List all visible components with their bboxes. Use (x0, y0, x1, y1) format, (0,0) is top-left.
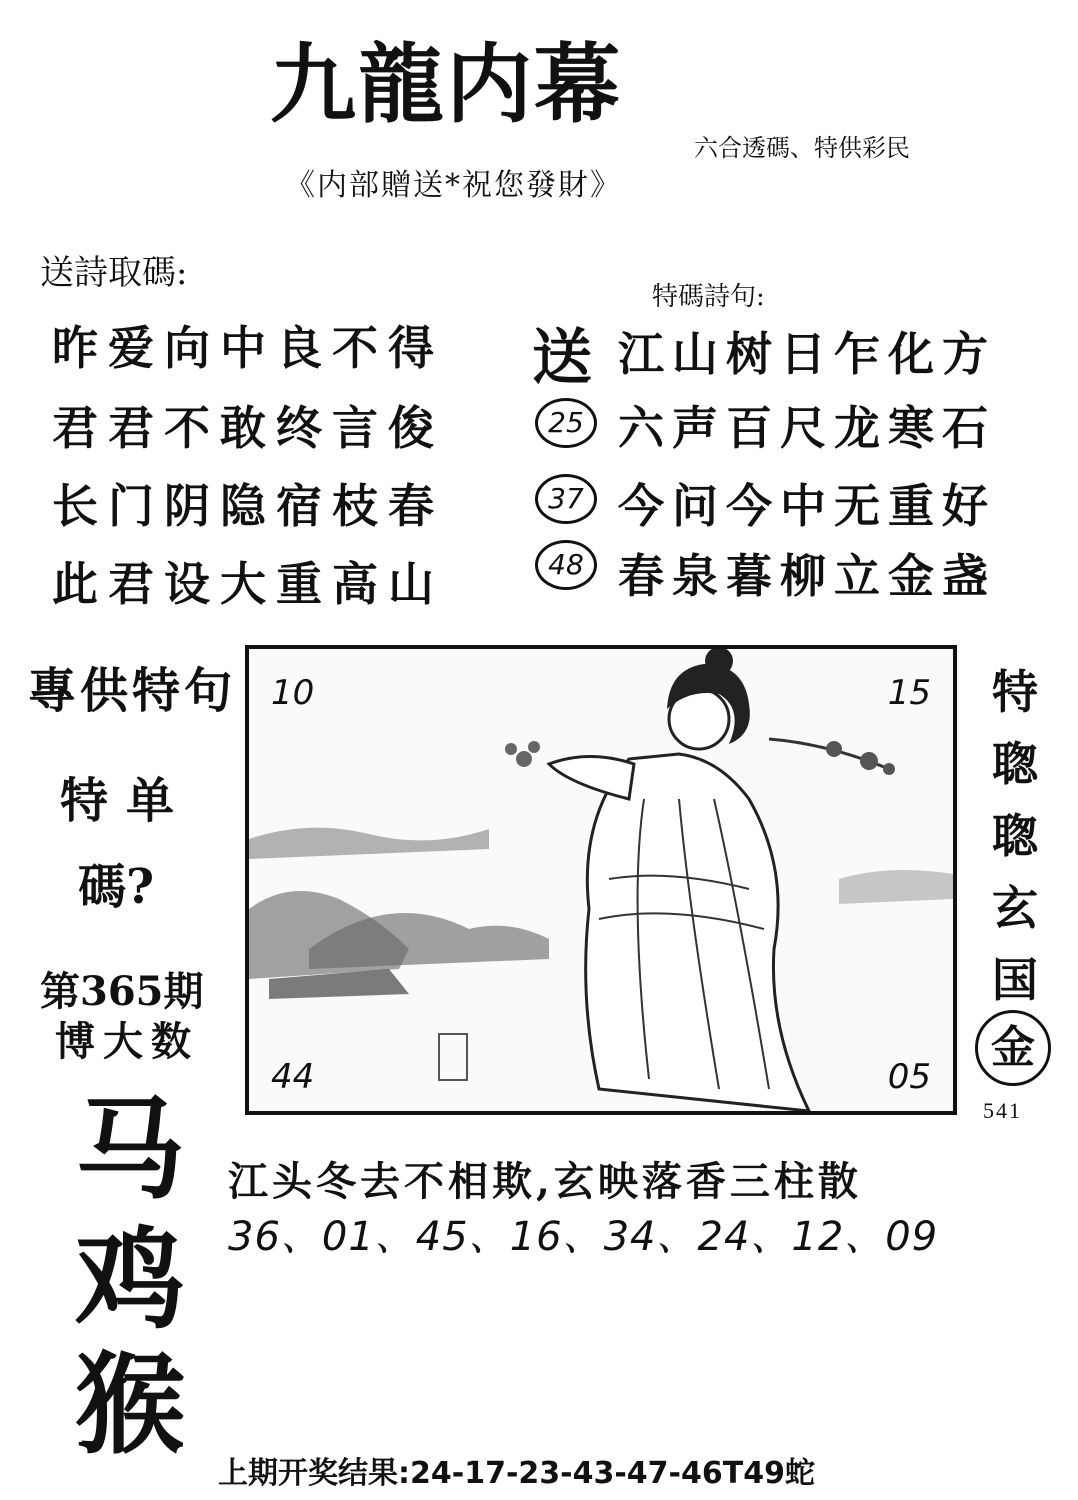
circled-number: 25 (535, 398, 597, 448)
corner-number-bottom-right: 05 (887, 1057, 931, 1097)
poem-line: 此君设大重高山 (52, 557, 444, 611)
special-line: 春泉暮柳立金盏 (618, 549, 996, 603)
corner-number-top-left: 10 (271, 673, 315, 713)
vertical-char: 聦 (992, 809, 1038, 863)
last-draw-result: 上期开奖结果:24-17-23-43-47-46T49蛇 (218, 1456, 815, 1491)
gold-seal: 金 (975, 1010, 1051, 1086)
illustration-frame (245, 645, 957, 1115)
zodiac-char: 猴 (75, 1340, 185, 1469)
vertical-char: 特 (992, 665, 1038, 719)
page-title: 九龍内幕 (270, 34, 622, 135)
serial-number: 541 (983, 1098, 1022, 1123)
tagline: 六合透碼、特供彩民 (694, 134, 910, 162)
send-char: 送 (532, 323, 592, 393)
lady-illustration (249, 649, 953, 1111)
special-line: 今问今中无重好 (618, 479, 996, 533)
special-line: 六声百尺龙寒石 (618, 401, 996, 455)
poem-line: 君君不敢终言俊 (52, 401, 444, 455)
circled-number: 37 (535, 474, 597, 524)
code-question: 碼? (78, 859, 155, 915)
issue-subtitle: 博大数 (55, 1018, 199, 1065)
poem-line: 昨爱向中良不得 (52, 321, 444, 375)
special-offer-label: 專供特句 (28, 663, 237, 719)
special-line: 江山树日乍化方 (618, 327, 996, 381)
vertical-char: 国 (992, 953, 1038, 1007)
vertical-char: 聦 (992, 737, 1038, 791)
issue-number: 第365期 (40, 968, 204, 1015)
hint-verse: 江头冬去不相欺,玄映落香三柱散 (228, 1158, 862, 1205)
corner-number-bottom-left: 44 (271, 1057, 315, 1097)
poem-heading: 送詩取碼: (40, 253, 188, 293)
special-heading: 特碼詩句: (652, 282, 765, 312)
poem-line: 长门阴隐宿枝春 (52, 479, 444, 533)
vertical-char: 玄 (992, 881, 1038, 935)
recommended-numbers: 36、01、45、16、34、24、12、09 (228, 1214, 939, 1260)
corner-number-top-right: 15 (887, 673, 931, 713)
zodiac-char: 马 (75, 1085, 185, 1214)
zodiac-char: 鸡 (75, 1215, 185, 1344)
special-single-label: 特单 (60, 773, 193, 829)
circled-number: 48 (535, 540, 597, 590)
subtitle: 《内部贈送*祝您發財》 (285, 168, 622, 203)
